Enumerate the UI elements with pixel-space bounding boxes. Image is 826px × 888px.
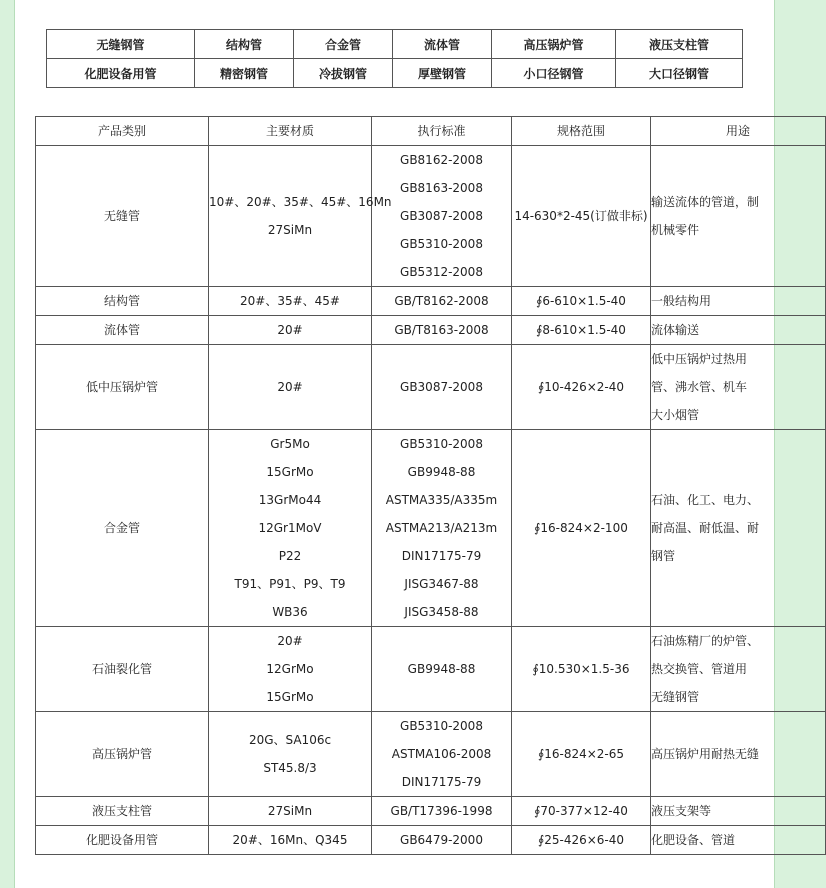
cell-materials-line: Gr5Mo (270, 437, 310, 451)
cell-standards-line: GB5312-2008 (400, 265, 483, 279)
cell-category-text: 高压锅炉管 (91, 747, 152, 761)
cell-materials-line: P22 (278, 549, 302, 563)
cell-materials-line: 12Gr1MoV (258, 521, 322, 535)
cell-standards (372, 627, 512, 712)
cell-standards-line: GB/T8162-2008 (394, 294, 489, 308)
cell-materials (209, 797, 372, 826)
category-link[interactable]: 厚壁钢管 (393, 59, 492, 88)
cell-usage (651, 345, 826, 430)
cell-usage (651, 627, 826, 712)
category-link[interactable]: 精密钢管 (195, 59, 294, 88)
table-row (36, 797, 826, 826)
cell-standards (372, 287, 512, 316)
cell-materials (209, 430, 372, 627)
cell-spec-range-text: ∮25-426×6-40 (537, 833, 625, 847)
cell-materials-line: 15GrMo (266, 465, 314, 479)
cell-standards-line: GB8162-2008 (400, 153, 483, 167)
cell-standards-line: GB9948-88 (407, 465, 476, 479)
cell-spec-range (512, 797, 651, 826)
cell-category (36, 430, 209, 627)
category-row (47, 30, 743, 59)
cell-usage-line: 低中压锅炉过热用 (651, 352, 748, 366)
cell-materials-line: 20G、SA106c (248, 733, 332, 747)
cell-usage (651, 146, 826, 287)
cell-category-text: 结构管 (103, 294, 140, 308)
cell-standards-line: ASTMA213/A213m (385, 521, 498, 535)
table-row (36, 430, 826, 627)
cell-materials-line: 20#、16Mn、Q345 (232, 833, 348, 847)
cell-standards-line: GB3087-2008 (400, 380, 483, 394)
cell-spec-range-text: ∮16-824×2-100 (534, 521, 628, 535)
cell-spec-range (512, 627, 651, 712)
table-row (36, 712, 826, 797)
table-row (36, 316, 826, 345)
cell-usage-line: 管、沸水管、机车 (651, 380, 748, 394)
cell-standards-line: GB5310-2008 (400, 437, 483, 451)
cell-spec-range (512, 826, 651, 855)
category-link[interactable]: 结构管 (195, 30, 294, 59)
category-table (46, 29, 743, 88)
cell-spec-range-text: ∮10.530×1.5-36 (532, 662, 630, 676)
cell-usage (651, 287, 826, 316)
table-row (36, 826, 826, 855)
cell-materials (209, 826, 372, 855)
cell-usage-line: 无缝钢管 (651, 690, 700, 704)
cell-spec-range (512, 345, 651, 430)
cell-spec-range-text: ∮10-426×2-40 (537, 380, 625, 394)
cell-materials-line: 20# (277, 380, 303, 394)
header-materials: 主要材质 (209, 117, 372, 146)
cell-materials-line: WB36 (272, 605, 308, 619)
cell-materials (209, 146, 392, 287)
cell-materials-line: 15GrMo (266, 690, 314, 704)
cell-standards-line: GB/T8163-2008 (394, 323, 489, 337)
category-link[interactable]: 高压锅炉管 (492, 30, 616, 59)
category-link[interactable]: 冷拔钢管 (294, 59, 393, 88)
cell-usage-line: 机械零件 (651, 223, 700, 237)
cell-spec-range-text: 14-630*2-45(订做非标) (514, 209, 648, 223)
cell-standards-line: GB5310-2008 (400, 237, 483, 251)
cell-usage-line: 热交换管、管道用 (651, 662, 748, 676)
cell-usage (651, 712, 826, 797)
cell-category (36, 287, 209, 316)
header-usage: 用途 (651, 117, 826, 146)
category-link[interactable]: 流体管 (393, 30, 492, 59)
cell-materials-line: 27SiMn (267, 223, 313, 237)
category-row (47, 59, 743, 88)
table-row (36, 146, 826, 287)
cell-materials-line: 13GrMo44 (258, 493, 322, 507)
cell-materials-line: 20# (277, 634, 303, 648)
cell-standards (372, 316, 512, 345)
cell-usage-line: 高压锅炉用耐热无缝 (651, 747, 760, 761)
cell-spec-range-text: ∮16-824×2-65 (537, 747, 625, 761)
cell-spec-range (512, 146, 651, 287)
cell-category-text: 低中压锅炉管 (85, 380, 158, 394)
cell-standards-line: GB5310-2008 (400, 719, 483, 733)
cell-spec-range (512, 287, 651, 316)
category-link[interactable]: 合金管 (294, 30, 393, 59)
cell-usage (651, 430, 826, 627)
cell-category (36, 316, 209, 345)
cell-standards-line: JISG3458-88 (404, 605, 479, 619)
cell-standards-line: JISG3467-88 (404, 577, 479, 591)
cell-standards-line: ASTMA106-2008 (391, 747, 492, 761)
cell-spec-range-text: ∮6-610×1.5-40 (536, 294, 626, 308)
cell-standards-line: DIN17175-79 (401, 775, 482, 789)
category-link[interactable]: 化肥设备用管 (47, 59, 195, 88)
cell-category (36, 345, 209, 430)
category-grid (46, 29, 742, 88)
cell-standards-line: GB3087-2008 (400, 209, 483, 223)
table-row (36, 627, 826, 712)
cell-usage-line: 石油炼精厂的炉管、 (651, 634, 760, 648)
cell-category-text: 合金管 (103, 521, 140, 535)
header-spec-range: 规格范围 (512, 117, 651, 146)
category-link[interactable]: 小口径钢管 (492, 59, 616, 88)
cell-usage (651, 826, 826, 855)
cell-materials (209, 287, 372, 316)
cell-spec-range-text: ∮70-377×12-40 (534, 804, 628, 818)
cell-usage-line: 一般结构用 (651, 294, 712, 308)
cell-standards (372, 712, 512, 797)
cell-category (36, 826, 209, 855)
cell-materials (209, 712, 372, 797)
cell-materials (209, 316, 372, 345)
cell-standards-line: GB8163-2008 (400, 181, 483, 195)
cell-materials-line: ST45.8/3 (263, 761, 317, 775)
cell-usage-line: 大小烟管 (651, 408, 700, 422)
cell-materials-line: 12GrMo (266, 662, 314, 676)
cell-category (36, 627, 209, 712)
cell-standards (372, 146, 512, 287)
cell-category-text: 无缝管 (103, 209, 140, 223)
cell-category (36, 797, 209, 826)
cell-category-text: 化肥设备用管 (85, 833, 158, 847)
category-link[interactable]: 液压支柱管 (616, 30, 743, 59)
cell-standards-line: GB/T17396-1998 (390, 804, 493, 818)
cell-standards (372, 345, 512, 430)
category-link[interactable]: 无缝钢管 (47, 30, 195, 59)
spec-table-container (35, 116, 774, 855)
cell-materials-line: T91、P91、P9、T9 (234, 577, 346, 591)
cell-usage (651, 316, 826, 345)
cell-usage-line: 流体输送 (651, 323, 700, 337)
cell-spec-range (512, 316, 651, 345)
cell-category-text: 液压支柱管 (91, 804, 152, 818)
cell-standards (372, 430, 512, 627)
spec-header-row (36, 117, 826, 146)
page (14, 0, 775, 888)
cell-standards (372, 826, 512, 855)
cell-materials-line: 20#、35#、45# (240, 294, 340, 308)
cell-standards-line: ASTMA335/A335m (385, 493, 498, 507)
table-row (36, 345, 826, 430)
cell-usage (651, 797, 826, 826)
category-link[interactable]: 大口径钢管 (616, 59, 743, 88)
cell-category-text: 流体管 (103, 323, 140, 337)
cell-usage-line: 钢管 (651, 549, 676, 563)
cell-usage-line: 输送流体的管道，制 (651, 195, 760, 209)
header-standards: 执行标准 (372, 117, 512, 146)
cell-materials (209, 345, 372, 430)
cell-spec-range (512, 712, 651, 797)
cell-materials-line: 10#、20#、35#、45#、16Mn (209, 195, 392, 209)
cell-category-text: 石油裂化管 (91, 662, 152, 676)
cell-usage-line: 液压支架等 (651, 804, 712, 818)
spec-table-body (36, 146, 826, 855)
table-row (36, 287, 826, 316)
cell-standards-line: DIN17175-79 (401, 549, 482, 563)
cell-usage-line: 化肥设备、管道 (651, 833, 736, 847)
cell-standards (372, 797, 512, 826)
cell-standards-line: GB9948-88 (407, 662, 476, 676)
cell-category (36, 712, 209, 797)
cell-spec-range (512, 430, 651, 627)
cell-materials (209, 627, 372, 712)
cell-materials-line: 20# (277, 323, 303, 337)
header-category: 产品类别 (36, 117, 209, 146)
cell-spec-range-text: ∮8-610×1.5-40 (536, 323, 626, 337)
cell-usage-line: 石油、化工、电力、 (651, 493, 760, 507)
cell-usage-line: 耐高温、耐低温、耐 (651, 521, 760, 535)
cell-materials-line: 27SiMn (267, 804, 313, 818)
cell-category (36, 146, 209, 287)
spec-table (35, 116, 826, 855)
cell-standards-line: GB6479-2000 (400, 833, 483, 847)
